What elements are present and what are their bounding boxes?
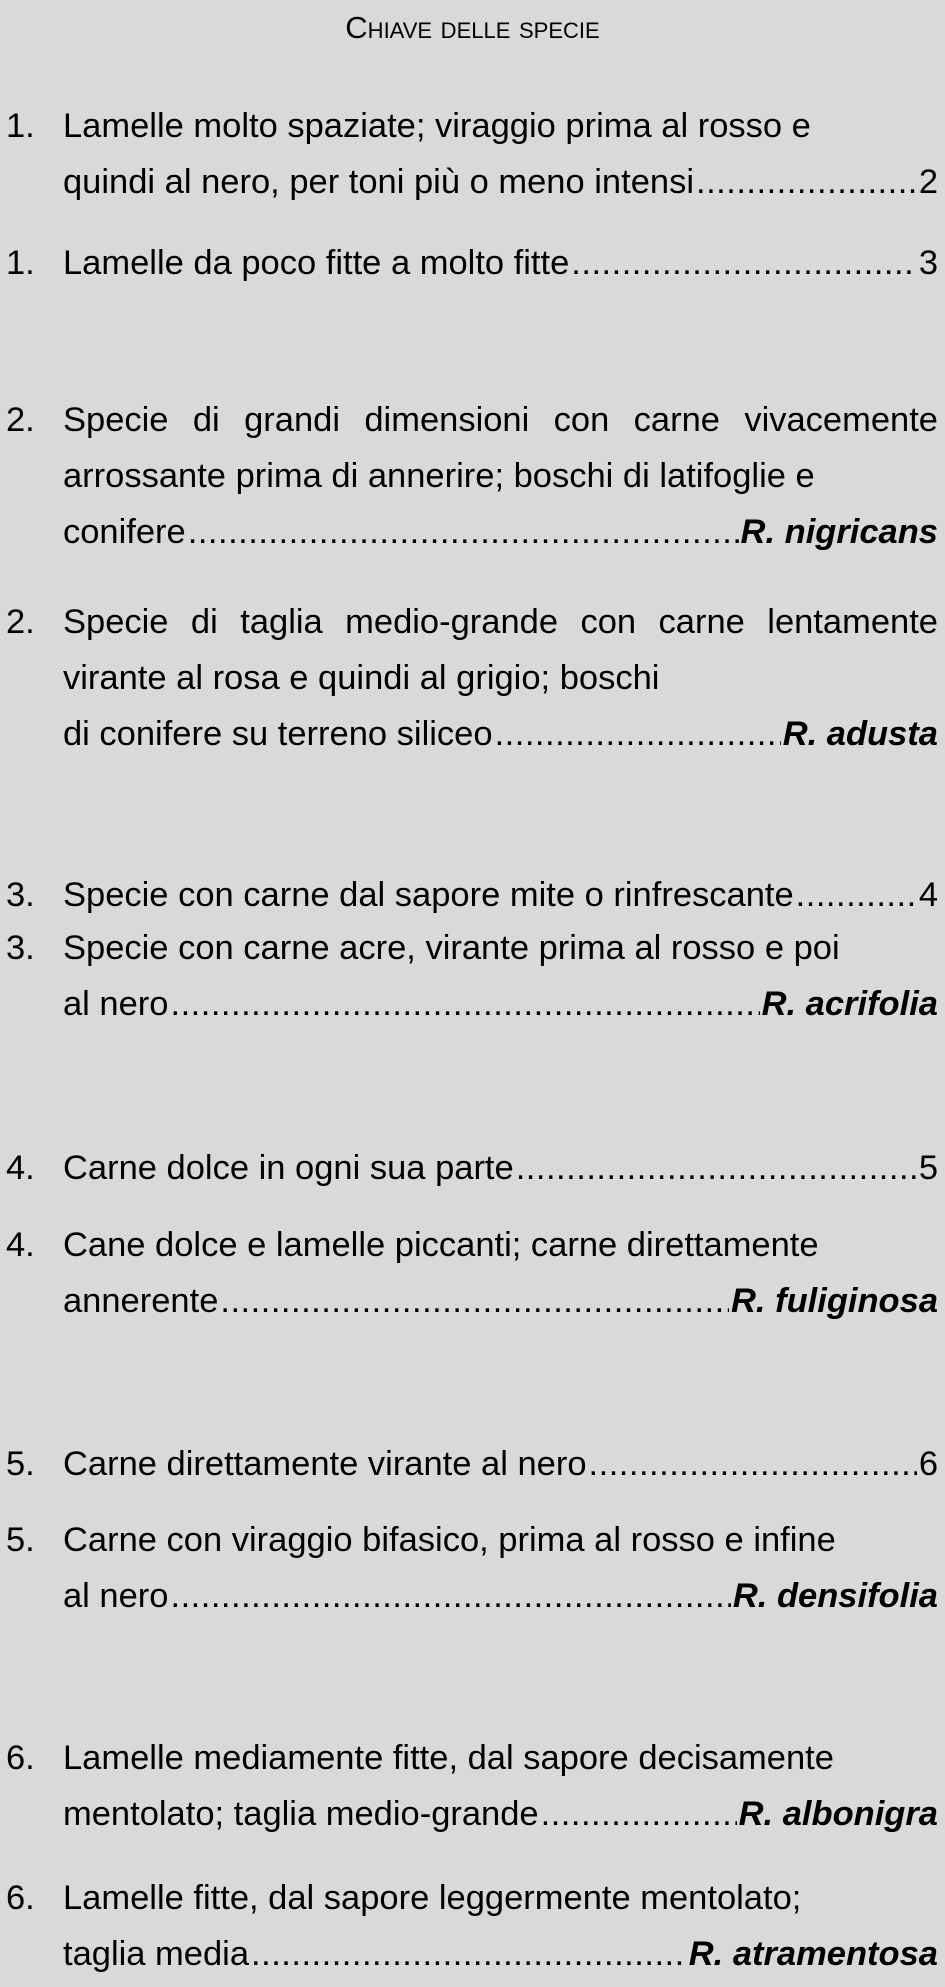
- entry-number: 4.: [6, 1149, 35, 1187]
- entry-lead-line: [63, 1926, 938, 1982]
- key-entry: [0, 1870, 938, 1982]
- entry-lead-text: Carne dolce in ogni sua parte: [63, 1149, 514, 1187]
- entry-text: Lamelle fitte, dal sapore leggermente mentolato;: [63, 1879, 802, 1917]
- entry-number: 3.: [6, 876, 35, 914]
- entry-text: Carne con viraggio bifasico, prima al rosso e infine: [63, 1521, 836, 1559]
- entry-lead-text: al nero: [63, 1577, 169, 1615]
- key-entry: [0, 1140, 938, 1196]
- leader-dots: [188, 504, 739, 560]
- entry-target: 5: [918, 1149, 938, 1187]
- page-title: Chiave delle specie: [345, 10, 600, 45]
- key-entry: [0, 1730, 938, 1842]
- entry-text: Specie di taglia medio-grande con carne lentamente virante al rosa e quindi al grigio; boschi: [63, 603, 938, 697]
- key-entry: [0, 920, 938, 1032]
- leader-dots: [220, 1273, 729, 1329]
- entry-number: 2.: [6, 603, 35, 641]
- key-entry: [0, 1217, 938, 1329]
- leader-dots: [495, 706, 781, 762]
- entry-number: 1.: [6, 244, 35, 282]
- entry-lead-text: taglia media: [63, 1935, 250, 1973]
- species-name: R. densifolia: [732, 1577, 938, 1615]
- key-entry: [0, 1436, 938, 1492]
- entry-lead-line: [63, 1786, 938, 1842]
- entry-lead-line: [63, 1140, 938, 1196]
- entry-lead-text: annerente: [63, 1282, 219, 1320]
- entry-lead-line: [63, 1568, 938, 1624]
- entry-number: 2.: [6, 401, 35, 439]
- entry-target: 6: [918, 1445, 938, 1483]
- species-name: R. adusta: [782, 715, 938, 753]
- leader-dots: [541, 1786, 737, 1842]
- species-name: R. fuliginosa: [731, 1282, 938, 1320]
- entry-lead-line: [63, 867, 938, 923]
- leader-dots: [696, 154, 917, 210]
- species-name: R. atramentosa: [688, 1935, 938, 1973]
- entry-lead-text: Lamelle da poco fitte a molto fitte: [63, 244, 570, 282]
- entry-text: Cane dolce e lamelle piccanti; carne direttamente: [63, 1226, 819, 1264]
- leader-dots: [571, 235, 917, 291]
- key-entry: [0, 98, 938, 210]
- entry-target: 3: [918, 244, 938, 282]
- entry-lead-text: Specie con carne dal sapore mite o rinfrescante: [63, 876, 794, 914]
- entry-number: 4.: [6, 1226, 35, 1264]
- entry-lead-line: [63, 235, 938, 291]
- key-entry: [0, 235, 938, 291]
- leader-dots: [796, 867, 917, 923]
- entry-target: 2: [918, 163, 938, 201]
- key-entry: [0, 867, 938, 923]
- leader-dots: [251, 1926, 687, 1982]
- entry-number: 5.: [6, 1445, 35, 1483]
- entry-number: 6.: [6, 1879, 35, 1917]
- entry-lead-text: conifere: [63, 513, 186, 551]
- entry-lead-line: [63, 1273, 938, 1329]
- entry-lead-text: al nero: [63, 985, 169, 1023]
- entry-number: 5.: [6, 1521, 35, 1559]
- entry-text: Lamelle mediamente fitte, dal sapore decisamente: [63, 1739, 834, 1777]
- entry-number: 1.: [6, 107, 35, 145]
- entry-lead-line: [63, 976, 938, 1032]
- entry-text: Specie di grandi dimensioni con carne vivacemente arrossante prima di annerire; boschi di latifoglie e: [63, 401, 938, 495]
- leader-dots: [516, 1140, 917, 1196]
- entry-text: Specie con carne acre, virante prima al rosso e poi: [63, 929, 840, 967]
- entry-target: 4: [918, 876, 938, 914]
- species-name: R. acrifolia: [761, 985, 938, 1023]
- entry-lead-text: mentolato; taglia medio-grande: [63, 1795, 539, 1833]
- species-name: R. albonigra: [738, 1795, 938, 1833]
- entry-lead-line: [63, 706, 938, 762]
- entry-lead-text: di conifere su terreno siliceo: [63, 715, 493, 753]
- entry-text: Lamelle molto spaziate; viraggio prima al rosso e: [63, 107, 811, 145]
- leader-dots: [589, 1436, 917, 1492]
- key-entry: [0, 392, 938, 560]
- entry-lead-line: [63, 1436, 938, 1492]
- entry-number: 6.: [6, 1739, 35, 1777]
- species-name: R. nigricans: [740, 513, 938, 551]
- entry-lead-text: Carne direttamente virante al nero: [63, 1445, 587, 1483]
- entry-lead-line: [63, 154, 938, 210]
- key-entry: [0, 594, 938, 762]
- leader-dots: [171, 976, 760, 1032]
- key-entry: [0, 1512, 938, 1624]
- entry-number: 3.: [6, 929, 35, 967]
- entry-lead-line: [63, 504, 938, 560]
- leader-dots: [171, 1568, 731, 1624]
- entry-lead-text: quindi al nero, per toni più o meno intensi: [63, 163, 694, 201]
